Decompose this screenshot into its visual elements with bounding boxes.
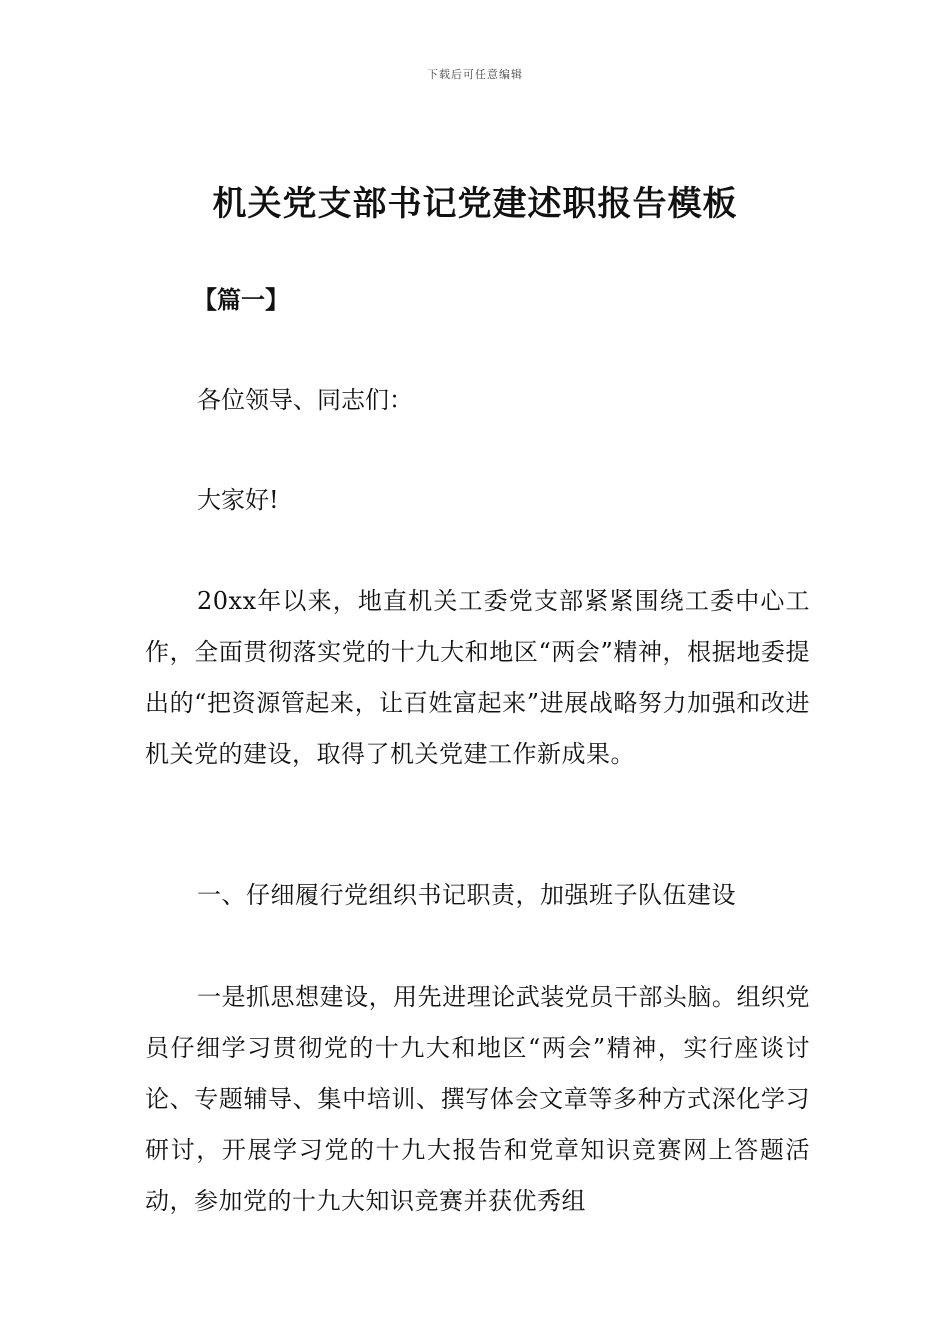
document-title: 机关党支部书记党建述职报告模板: [212, 184, 738, 224]
header-note: 下载后可任意编辑: [427, 68, 523, 81]
greeting: 大家好!: [197, 486, 279, 514]
section-label: 【篇一】: [193, 286, 289, 314]
paragraph-intro: 20xx年以来，地直机关工委党支部紧紧围绕工委中心工作，全面贯彻落实党的十九大和地区“两会”精神，根据地委提出的“把资源管起来，让百姓富起来”进展战略努力加强和改进机关党的建设，取得了机关党建工作新成果。: [145, 587, 810, 768]
paragraph-body-1: 一是抓思想建设，用先进理论武装党员干部头脑。组织党员仔细学习贯彻党的十九大和地区“两会”精神，实行座谈讨论、专题辅导、集中培训、撰写体会文章等多种方式深化学习研讨，开展学习党的十九大报告和党章知识竞赛网上答题活动，参加党的十九大知识竞赛并获优秀组: [145, 983, 810, 1215]
paragraph-heading-1: 一、仔细履行党组织书记职责，加强班子队伍建设: [197, 881, 736, 909]
salutation: 各位领导、同志们：: [197, 386, 413, 414]
